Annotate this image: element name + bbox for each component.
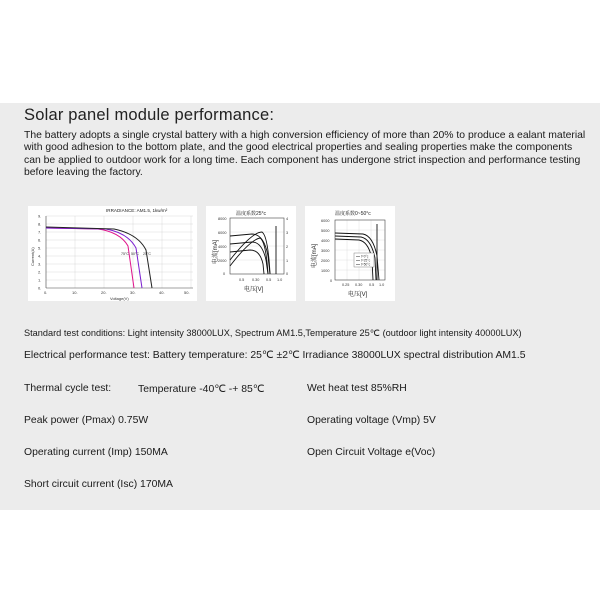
operating-current: Operating current (Imp) 150MA xyxy=(24,447,168,458)
tc050-y-label: 电流[mA] xyxy=(312,243,318,268)
iv-x-tick: 0. xyxy=(44,290,48,295)
iv-temp-label: 75°C xyxy=(121,252,130,256)
tc25-x-tick: 0.5 xyxy=(266,278,272,282)
thermal-cycle-label: Thermal cycle test: xyxy=(24,383,112,394)
tc050-y-tick: 1000 xyxy=(321,269,330,273)
tc050-y-tick: 0 xyxy=(330,279,333,283)
temp-coefficient-chart-0-50c xyxy=(305,206,395,301)
tc050-legend-item: t=25°c xyxy=(361,258,371,263)
tc25-curves xyxy=(230,226,276,274)
tc25-x-tick: 0.5 xyxy=(239,278,245,282)
iv-y-tick: 0. xyxy=(38,285,42,291)
intro-paragraph: The battery adopts a single crystal battery with a high conversion efficiency of more than 20% to produce a ealant material with good adhesion to the bottom plate, and the good electrical properties and sealing properties make the components can be applied to outdoor work for a long time. Each component has undergone strict inspection and performance testing before leaving the factory. xyxy=(24,130,586,178)
tc050-legend-item: t=0°c xyxy=(361,254,369,259)
iv-temp-label: 50°C xyxy=(131,252,140,256)
tc25-right-tick: 4 xyxy=(286,217,289,221)
iv-x-tick: 40. xyxy=(159,290,165,295)
tc050-svg xyxy=(305,206,395,301)
page-title: Solar panel module performance: xyxy=(24,106,275,124)
tc25-right-tick: 2 xyxy=(286,245,289,249)
tc25-y-tick: 0 xyxy=(223,272,226,276)
tc25-right-tick: 1 xyxy=(286,259,289,263)
temp-coefficient-chart-25c xyxy=(206,206,296,301)
tc25-y-label: 电流[mA] xyxy=(213,239,219,264)
iv-y-tick: 4. xyxy=(38,253,42,259)
tc050-y-ticks xyxy=(321,219,332,283)
iv-x-label: Voltage(V) xyxy=(110,296,129,301)
tc25-title: 温度系数25°c xyxy=(236,211,267,217)
tc25-x-ticks xyxy=(239,278,282,282)
iv-y-tick: 7. xyxy=(38,229,42,235)
tc050-x-ticks xyxy=(342,283,384,287)
iv-x-ticks xyxy=(44,290,190,295)
iv-y-tick: 9. xyxy=(38,213,42,219)
iv-y-tick: 8. xyxy=(38,221,42,227)
tc25-y-tick: 2000 xyxy=(218,259,227,263)
short-circuit-current: Short circuit current (Isc) 170MA xyxy=(24,479,173,490)
tc050-x-tick: 0.30 xyxy=(355,283,363,287)
tc25-y-tick: 8000 xyxy=(218,217,227,221)
iv-temp-labels xyxy=(121,252,151,256)
tc050-legend-item: t=50°c xyxy=(361,262,371,267)
tc050-title: 温度系数0~50°c xyxy=(335,211,371,217)
peak-power: Peak power (Pmax) 0.75W xyxy=(24,415,149,426)
tc25-x-tick: 0.30 xyxy=(252,278,260,282)
tc25-x-label: 电压[V] xyxy=(244,287,264,293)
operating-voltage: Operating voltage (Vmp) 5V xyxy=(307,415,436,426)
iv-temp-label: 25°C xyxy=(143,252,152,256)
iv-curve-chart xyxy=(28,206,197,301)
iv-series-25c xyxy=(46,227,152,288)
thermal-cycle-value: Temperature -40℃ -+ 85℃ xyxy=(138,384,265,395)
standard-test-conditions: Standard test conditions: Light intensity 38000LUX, Spectrum AM1.5,Temperature 25℃ (outdoor light intensity 40000LUX) xyxy=(24,328,522,338)
tc25-y-tick: 6000 xyxy=(218,231,227,235)
iv-y-tick: 3. xyxy=(38,261,42,267)
tc050-x-tick: 0.5 xyxy=(369,283,375,287)
wet-heat-test: Wet heat test 85%RH xyxy=(307,383,407,394)
tc050-grid xyxy=(335,220,385,280)
tc050-y-tick: 3000 xyxy=(321,249,330,253)
iv-y-label: Current(A) xyxy=(30,247,35,266)
iv-series-75c xyxy=(46,228,134,288)
iv-curve-svg xyxy=(28,206,197,301)
tc25-x-tick: 1.0 xyxy=(277,278,283,282)
iv-x-tick: 20. xyxy=(101,290,107,295)
iv-y-tick: 2. xyxy=(38,269,42,275)
iv-x-tick: 30. xyxy=(130,290,136,295)
tc050-y-tick: 6000 xyxy=(321,219,330,223)
tc25-svg xyxy=(206,206,296,301)
iv-y-ticks xyxy=(38,214,41,291)
tc050-y-tick: 2000 xyxy=(321,259,330,263)
iv-y-tick: 6. xyxy=(38,237,42,243)
tc050-y-tick: 4000 xyxy=(321,239,330,243)
iv-grid xyxy=(46,216,193,288)
tc050-x-tick: 0.25 xyxy=(342,283,350,287)
tc050-x-label: 电压[V] xyxy=(348,292,368,298)
tc25-right-tick: 3 xyxy=(286,231,289,235)
iv-chart-title: IRRADIANCE: AM1.5, 1kw/m² xyxy=(106,208,168,213)
iv-x-tick: 10. xyxy=(72,290,78,295)
iv-x-tick: 50. xyxy=(184,290,190,295)
tc25-y-tick: 4000 xyxy=(218,245,227,249)
tc050-x-tick: 1.0 xyxy=(379,283,385,287)
iv-y-tick: 1. xyxy=(38,277,42,283)
tc25-right-tick: 0 xyxy=(286,272,289,276)
open-circuit-voltage: Open Circuit Voltage e(Voc) xyxy=(307,447,436,458)
iv-series-50c xyxy=(46,228,142,288)
tc050-y-tick: 5000 xyxy=(321,229,330,233)
tc25-right-ticks xyxy=(286,217,288,276)
tc25-y-ticks xyxy=(218,217,226,276)
electrical-performance-test: Electrical performance test: Battery temperature: 25℃ ±2℃ Irradiance 38000LUX spectral distribution AM1.5 xyxy=(24,350,526,361)
tc050-curves xyxy=(335,224,379,280)
iv-y-tick: 5. xyxy=(38,245,42,251)
